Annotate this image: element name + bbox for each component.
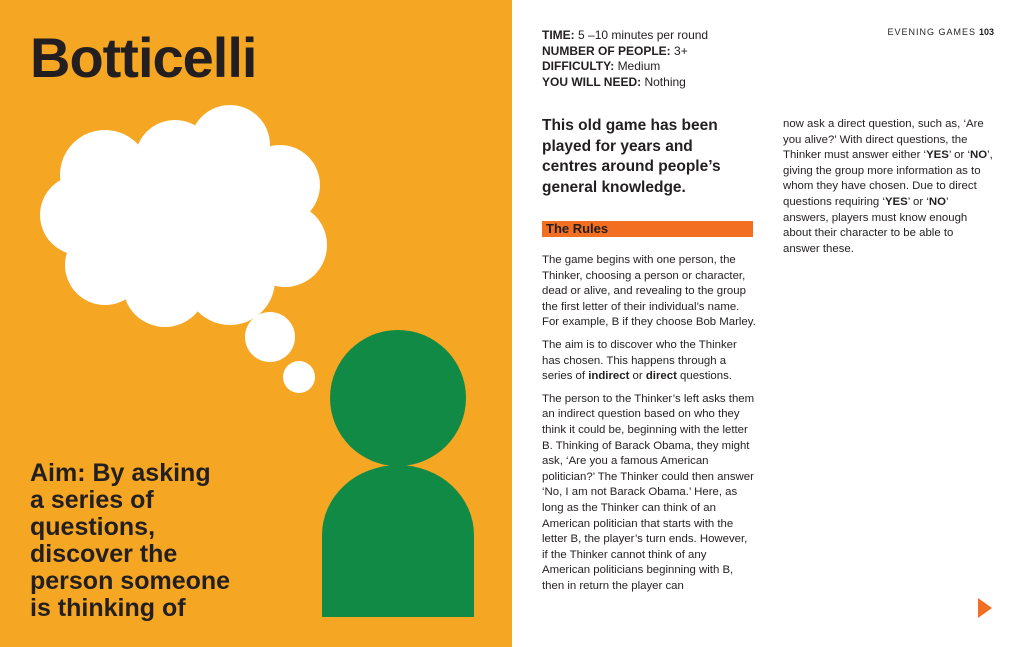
meta-time: TIME: 5 –10 minutes per round: [542, 28, 709, 42]
game-info: [542, 28, 708, 90]
running-header: EVENING GAMES: [887, 27, 976, 37]
thought-bubble-large: [245, 312, 295, 362]
person-head: [330, 330, 466, 466]
aim-text: Aim: By asking a series of questions, discover the person someone is thinking of: [30, 459, 231, 622]
meta-difficulty: DIFFICULTY: Medium: [542, 59, 661, 73]
page-number: 103: [978, 27, 994, 37]
next-page-arrow-icon[interactable]: [978, 598, 992, 618]
intro-text: This old game has been played for years and centres around people’s general knowledge.: [542, 117, 721, 196]
thought-cloud: [40, 105, 327, 327]
meta-people: NUMBER OF PEOPLE: 3+: [542, 43, 688, 58]
page-title: Botticelli: [30, 26, 257, 89]
thought-bubble-small: [283, 361, 315, 393]
rules-heading: The Rules: [542, 221, 753, 237]
rules-column-1: [542, 253, 756, 601]
rules-paragraph-1: The game begins with one person, the Thinker, choosing a person or character, dead or alive, and revealing to the group the first letter of their individual’s name. For example, B if they choose Bob Marley.: [542, 254, 756, 329]
rules-column-2: now ask a direct question, such as, ‘Are you alive?’ With direct questions, the Thinker must answer either ‘YES’ or ‘NO’, giving the group more information as to whom they have chosen. Due to direct questions requiring ‘YES’ or ‘NO’ answers, players must know enough about their character to be able to answer these.: [783, 118, 993, 255]
person-body: [322, 465, 474, 617]
right-page: [512, 0, 1024, 647]
meta-need: YOU WILL NEED: Nothing: [542, 74, 686, 89]
rules-paragraph-3: The person to the Thinker’s left asks them an indirect question based on who they think it could be, beginning with the letter B. Thinking of Barack Obama, they might ask, ‘Are you a famous American politician?’ The Thinker could then answer ‘No, I am not Barack Obama.’ Here, as long as the Thinker can think of an American politician that starts with the letter B, the player’s turn ends. However, if the Thinker cannot think of any American politicians beginning with B, then in return the player can: [542, 392, 755, 592]
rules-paragraph-2: The aim is to discover who the Thinker has chosen. This happens through a series of indirect or direct questions.: [542, 338, 737, 383]
